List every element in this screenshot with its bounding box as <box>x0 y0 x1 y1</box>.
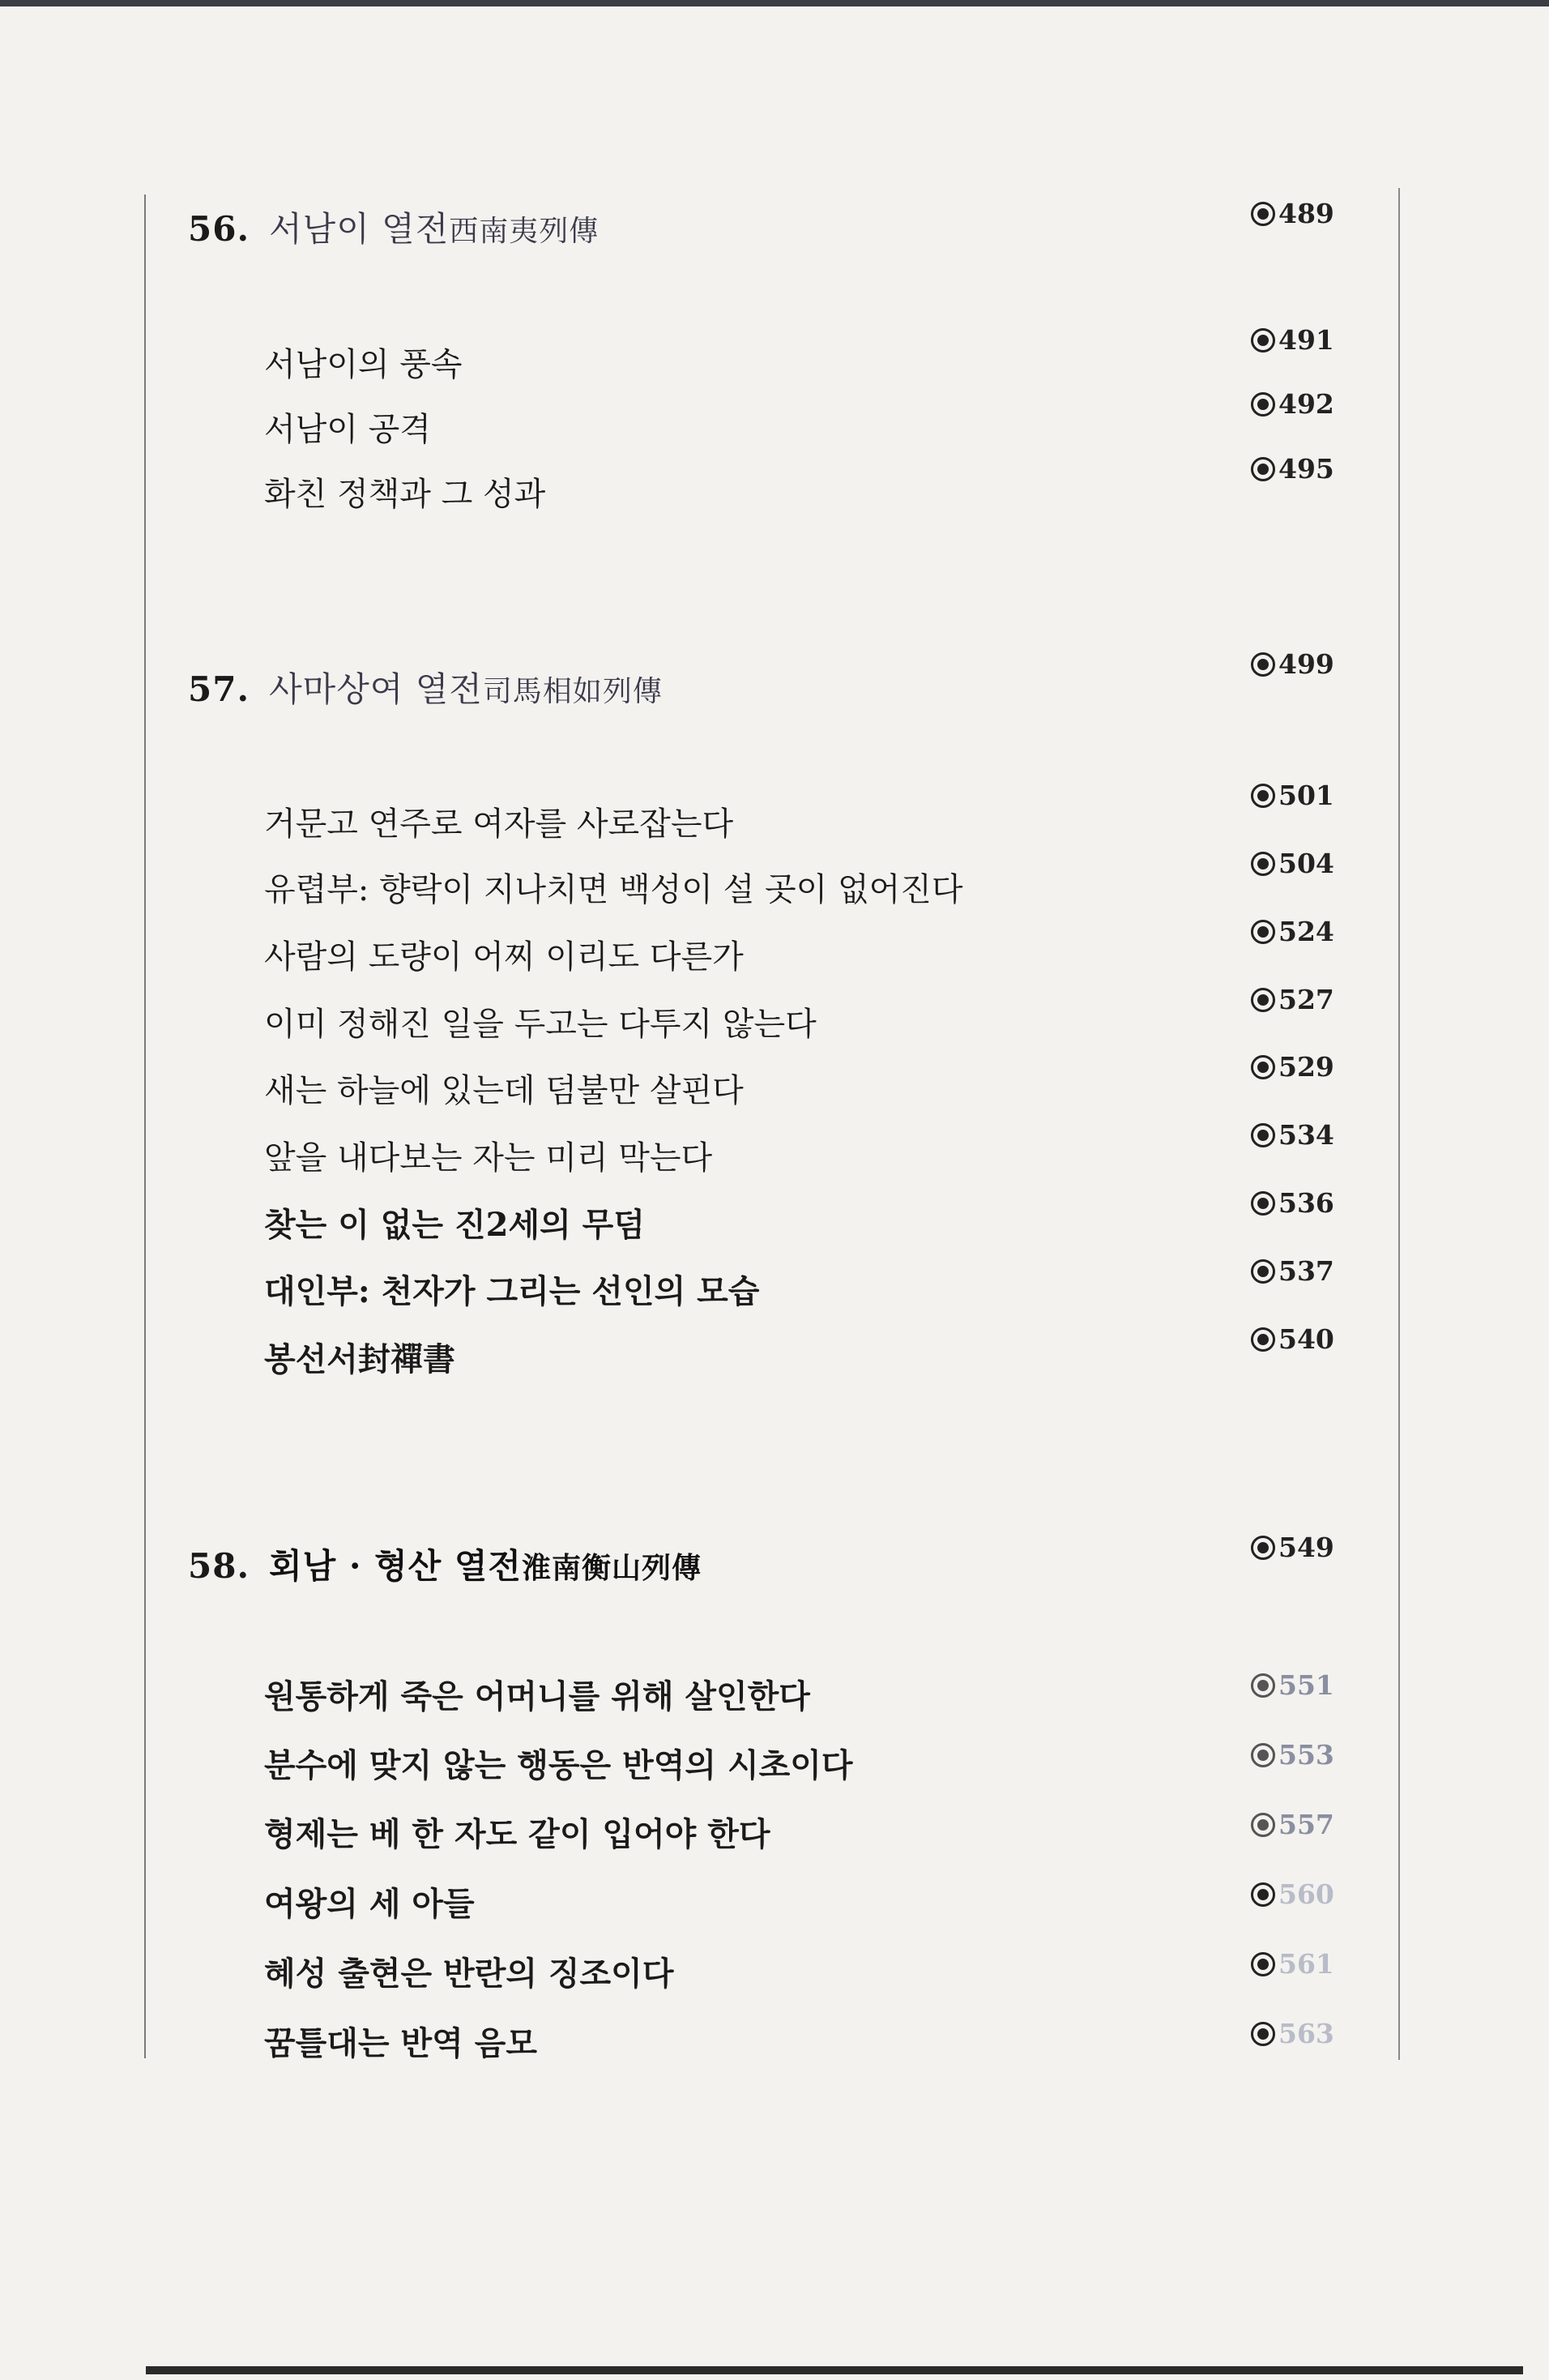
bullet-icon <box>1251 1743 1275 1767</box>
toc-entry: 유렵부: 향락이 지나치면 백성이 설 곳이 없어진다 <box>264 871 963 908</box>
toc-entry: 서남이 공격 <box>264 411 431 448</box>
bullet-icon <box>1251 1536 1275 1560</box>
toc-entry: 앞을 내다보는 자는 미리 막는다 <box>264 1139 713 1177</box>
chapter-number: 57. <box>188 669 250 709</box>
entry-page-number: 553 <box>1251 1739 1334 1771</box>
chapter-title: 서남이 열전 <box>269 209 450 249</box>
chapter-number: 56. <box>188 209 250 249</box>
toc-entry: 봉선서封禪書 <box>264 1340 455 1378</box>
chapter-title: 사마상여 열전 <box>269 669 483 709</box>
entry-page-number: 561 <box>1251 1948 1334 1980</box>
bullet-icon <box>1251 652 1275 677</box>
toc-entry: 거문고 연주로 여자를 사로잡는다 <box>264 805 734 843</box>
entry-page-number: 492 <box>1251 388 1334 420</box>
entry-page-number: 537 <box>1251 1255 1334 1287</box>
entry-page-number: 560 <box>1251 1878 1334 1910</box>
entry-page-number: 491 <box>1251 324 1334 356</box>
entry-page-number: 529 <box>1251 1051 1334 1083</box>
toc-entry: 이미 정해진 일을 두고는 다투지 않는다 <box>264 1006 817 1043</box>
entry-page-number: 534 <box>1251 1119 1334 1151</box>
entry-page-number: 504 <box>1251 848 1334 879</box>
right-margin-rule <box>1398 188 1400 2060</box>
bullet-icon <box>1251 392 1275 417</box>
entry-page-number: 557 <box>1251 1809 1334 1840</box>
chapter-hanja: 司馬相如列傳 <box>482 675 663 708</box>
bottom-page-edge <box>146 2366 1523 2374</box>
chapter-page-number: 489 <box>1251 198 1334 229</box>
bullet-icon <box>1251 2022 1275 2046</box>
bullet-icon <box>1251 1952 1275 1976</box>
chapter-heading <box>188 663 663 711</box>
entry-page-number: 563 <box>1251 2018 1334 2049</box>
entry-page-number: 524 <box>1251 916 1334 947</box>
chapter-hanja: 西南夷列傳 <box>449 215 600 248</box>
bullet-icon <box>1251 1191 1275 1216</box>
bullet-icon <box>1251 784 1275 808</box>
toc-entry: 꿈틀대는 반역 음모 <box>264 2024 537 2062</box>
bullet-icon <box>1251 1882 1275 1907</box>
toc-entry: 분수에 맞지 않는 행동은 반역의 시초이다 <box>264 1746 853 1784</box>
bullet-icon <box>1251 328 1275 353</box>
toc-entry: 혜성 출현은 반란의 징조이다 <box>264 1955 674 1993</box>
top-page-edge <box>0 0 1549 6</box>
bullet-icon <box>1251 1123 1275 1147</box>
entry-page-number: 540 <box>1251 1323 1334 1355</box>
bullet-icon <box>1251 202 1275 226</box>
chapter-title: 회남 · 형산 열전 <box>269 1546 522 1586</box>
bullet-icon <box>1251 1673 1275 1698</box>
toc-entry: 형제는 베 한 자도 같이 입어야 한다 <box>264 1815 770 1853</box>
toc-entry: 사람의 도량이 어찌 이리도 다른가 <box>264 938 744 976</box>
toc-entry: 원통하게 죽은 어머니를 위해 살인한다 <box>264 1677 810 1716</box>
toc-entry: 찾는 이 없는 진2세의 무덤 <box>264 1206 645 1244</box>
bullet-icon <box>1251 457 1275 481</box>
toc-entry: 새는 하늘에 있는데 덤불만 살핀다 <box>264 1072 744 1109</box>
chapter-heading <box>188 1540 702 1588</box>
chapter-heading <box>188 203 599 251</box>
toc-entry: 서남이의 풍속 <box>264 346 463 383</box>
bullet-icon <box>1251 920 1275 944</box>
entry-page-number: 536 <box>1251 1187 1334 1219</box>
bullet-icon <box>1251 852 1275 876</box>
bullet-icon <box>1251 1055 1275 1079</box>
toc-entry: 화친 정책과 그 성과 <box>264 476 546 513</box>
entry-page-number: 495 <box>1251 453 1334 485</box>
bullet-icon <box>1251 1327 1275 1352</box>
bullet-icon <box>1251 1259 1275 1284</box>
bullet-icon <box>1251 988 1275 1012</box>
left-margin-rule <box>144 194 146 2058</box>
entry-page-number: 551 <box>1251 1669 1334 1701</box>
toc-entry: 여왕의 세 아들 <box>264 1885 475 1923</box>
chapter-number: 58. <box>188 1546 250 1586</box>
entry-page-number: 501 <box>1251 780 1334 811</box>
bullet-icon <box>1251 1813 1275 1837</box>
chapter-page-number: 499 <box>1251 648 1334 680</box>
toc-entry: 대인부: 천자가 그리는 선인의 모습 <box>264 1272 760 1310</box>
chapter-page-number: 549 <box>1251 1532 1334 1563</box>
chapter-hanja: 淮南衡山列傳 <box>522 1551 702 1585</box>
entry-page-number: 527 <box>1251 984 1334 1015</box>
